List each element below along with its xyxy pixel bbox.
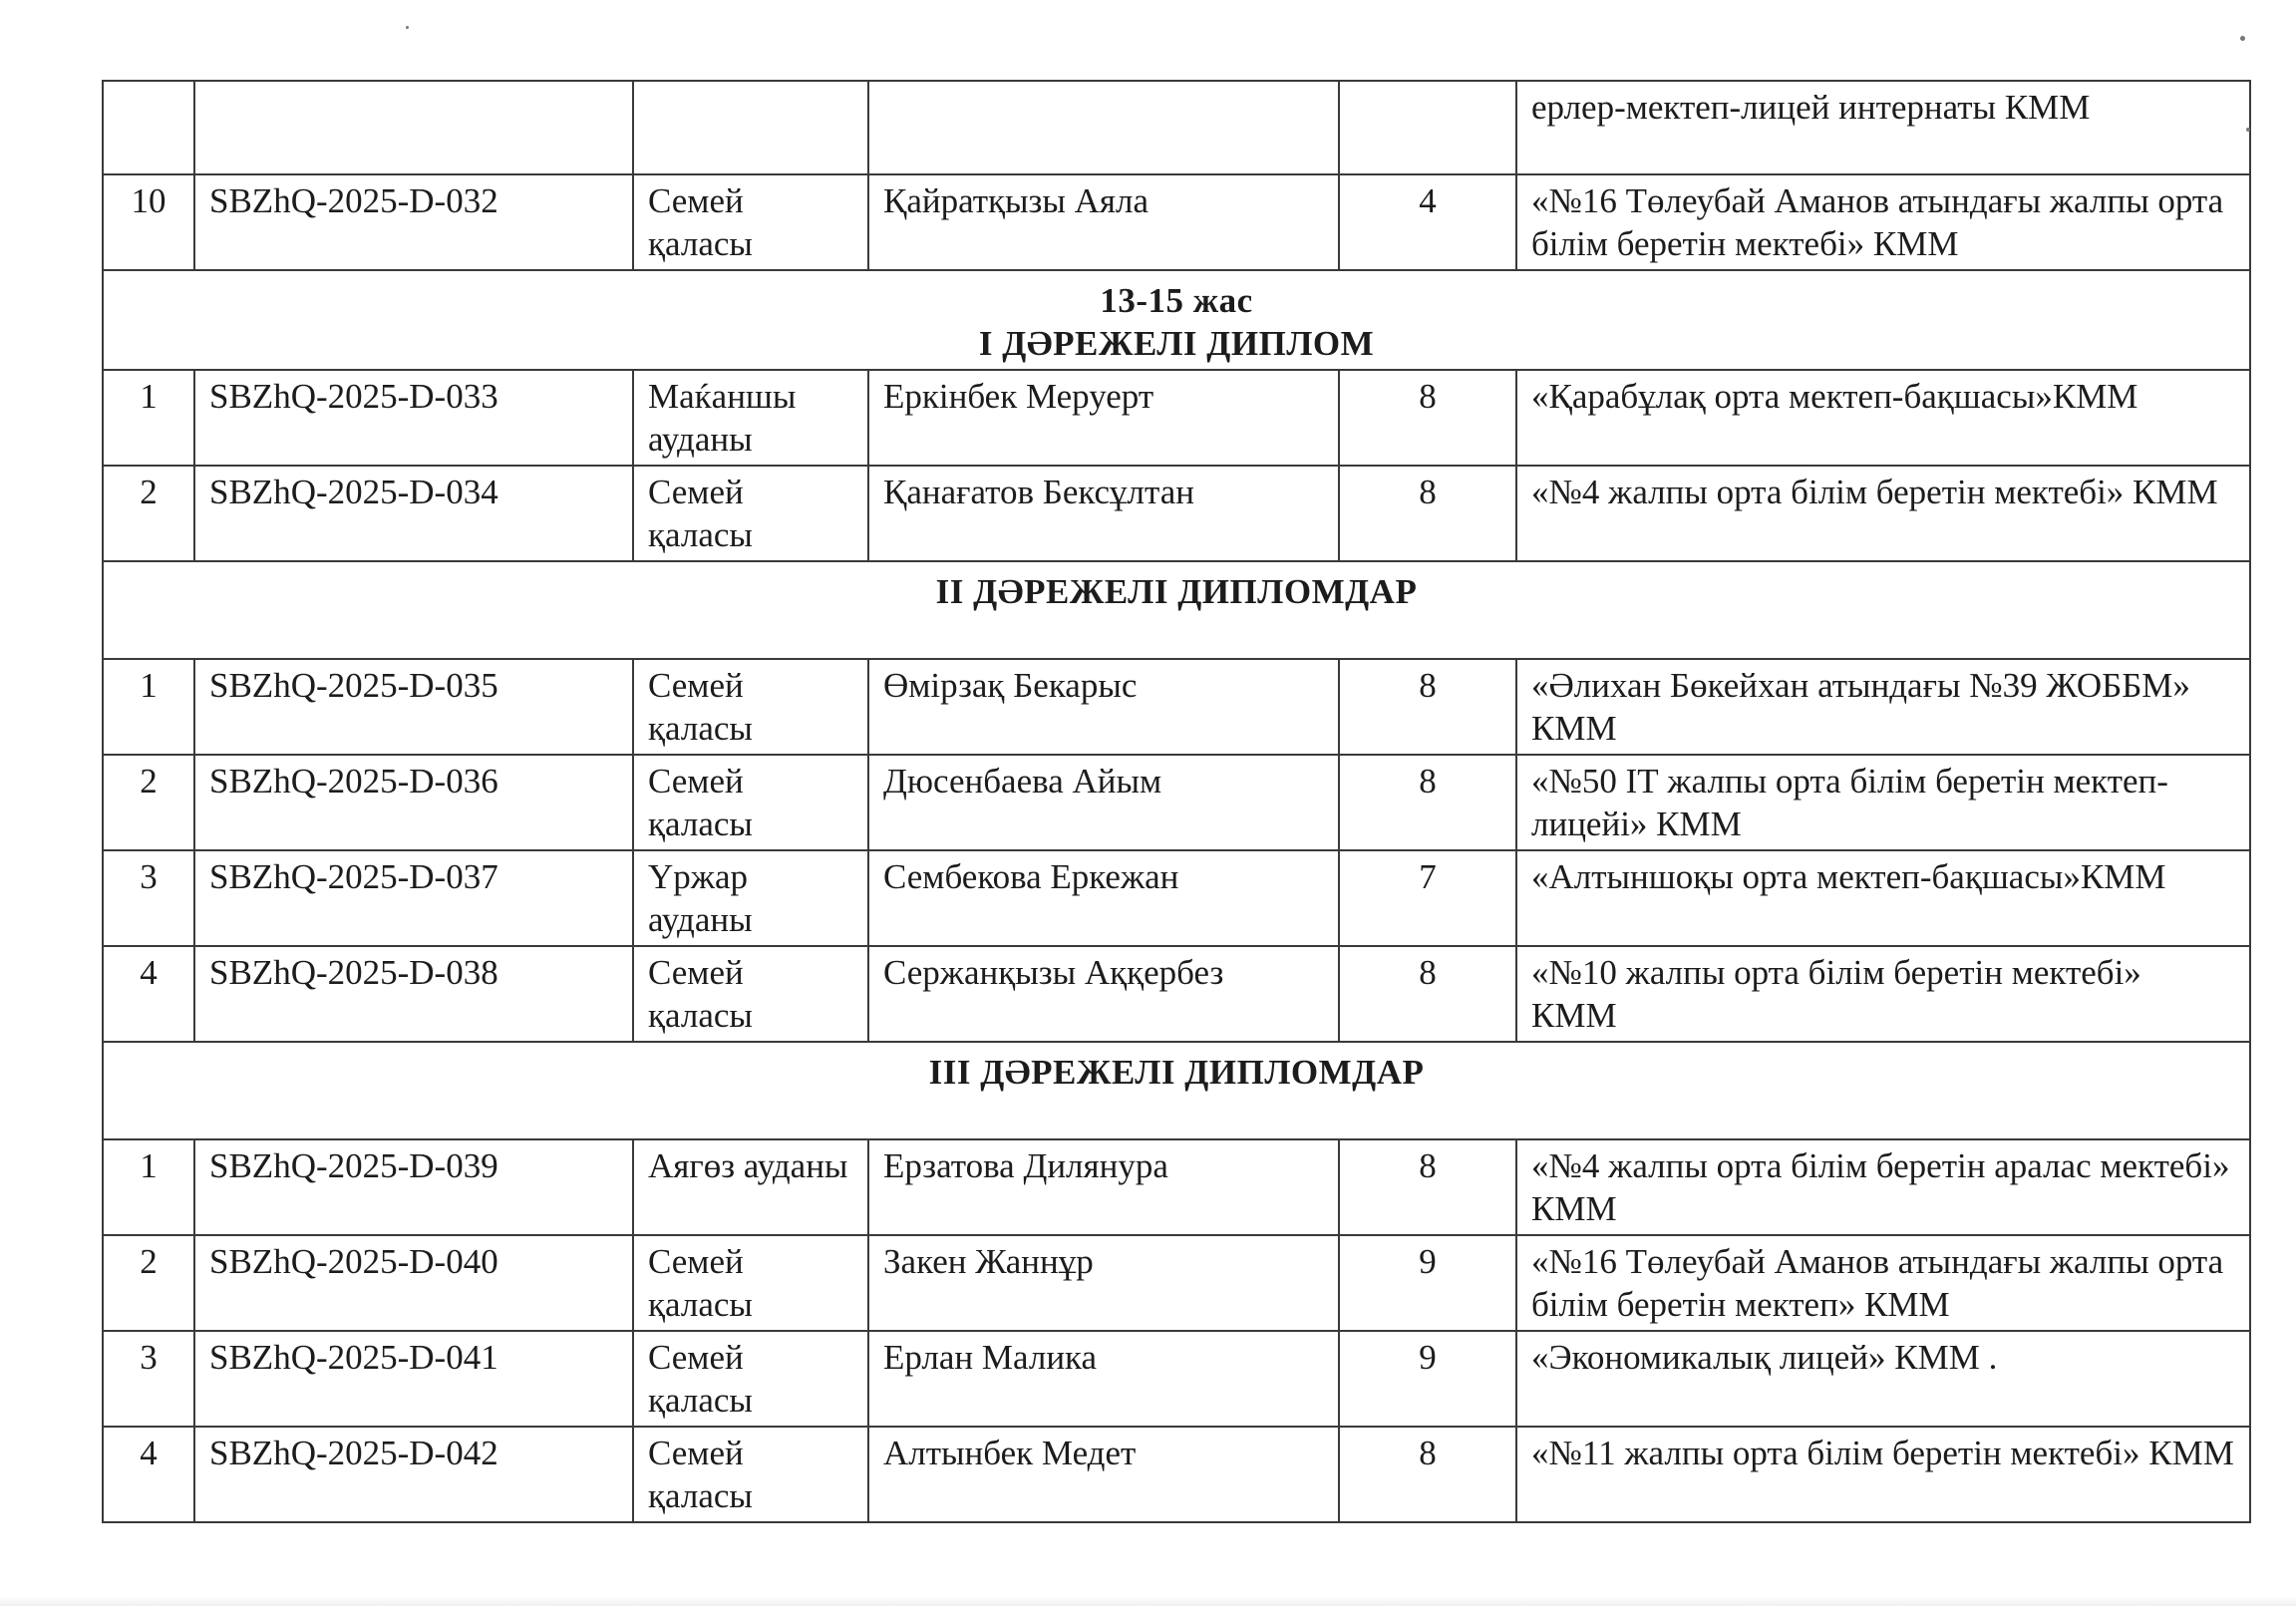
- grade-cell: 9: [1339, 1331, 1516, 1427]
- grade-cell: 8: [1339, 370, 1516, 466]
- row-number: 4: [103, 946, 194, 1042]
- school-name: «Экономикалық лицей» КММ .: [1516, 1331, 2250, 1427]
- table-row: [103, 659, 2250, 755]
- region-cell: Семей қаласы: [633, 946, 868, 1042]
- school-name: «№4 жалпы орта білім беретін аралас мектебі» КММ: [1516, 1139, 2250, 1235]
- participant-code: SBZhQ-2025-D-042: [194, 1427, 633, 1522]
- participant-code: SBZhQ-2025-D-040: [194, 1235, 633, 1331]
- region-cell: Семей қаласы: [633, 1427, 868, 1522]
- participant-code: SBZhQ-2025-D-038: [194, 946, 633, 1042]
- section-heading: [103, 1042, 2250, 1139]
- participant-name: Сержанқызы Аққербез: [868, 946, 1339, 1042]
- grade-cell: 8: [1339, 755, 1516, 850]
- row-number: 2: [103, 1235, 194, 1331]
- region-cell: Семей қаласы: [633, 466, 868, 561]
- school-name: «Алтыншоқы орта мектеп-бақшасы»КММ: [1516, 850, 2250, 946]
- scan-speck: [406, 26, 409, 29]
- row-number: 1: [103, 1139, 194, 1235]
- region-cell: [633, 81, 868, 174]
- row-number: 1: [103, 370, 194, 466]
- region-cell: Семей қаласы: [633, 174, 868, 270]
- region-cell: Семей қаласы: [633, 755, 868, 850]
- table-row: [103, 946, 2250, 1042]
- grade-cell: 7: [1339, 850, 1516, 946]
- section-heading-line: ІІІ ДӘРЕЖЕЛІ ДИПЛОМДАР: [928, 1053, 1425, 1092]
- participant-name: Алтынбек Медет: [868, 1427, 1339, 1522]
- participant-name: Қайратқызы Аяла: [868, 174, 1339, 270]
- school-name: «Әлихан Бөкейхан атындағы №39 ЖОББМ» КММ: [1516, 659, 2250, 755]
- results-table: [102, 80, 2251, 1523]
- region-cell: Үржар ауданы: [633, 850, 868, 946]
- row-number: 1: [103, 659, 194, 755]
- participant-name: Ерзатова Дилянура: [868, 1139, 1339, 1235]
- participant-name: Дюсенбаева Айым: [868, 755, 1339, 850]
- region-cell: Семей қаласы: [633, 1331, 868, 1427]
- grade-cell: 4: [1339, 174, 1516, 270]
- participant-code: SBZhQ-2025-D-033: [194, 370, 633, 466]
- participant-name: Өмірзақ Бекарыс: [868, 659, 1339, 755]
- row-number: [103, 81, 194, 174]
- grade-cell: 9: [1339, 1235, 1516, 1331]
- table-row: [103, 850, 2250, 946]
- table-row: [103, 1427, 2250, 1522]
- section-heading: [103, 561, 2250, 659]
- school-name: ерлер-мектеп-лицей интернаты КММ: [1516, 81, 2250, 174]
- row-number: 10: [103, 174, 194, 270]
- grade-cell: 8: [1339, 1427, 1516, 1522]
- section-heading-row: [103, 270, 2250, 370]
- region-cell: Семей қаласы: [633, 659, 868, 755]
- participant-code: SBZhQ-2025-D-041: [194, 1331, 633, 1427]
- participant-code: SBZhQ-2025-D-034: [194, 466, 633, 561]
- scan-speck: [2246, 128, 2250, 132]
- table-row: [103, 755, 2250, 850]
- section-heading-line: І ДӘРЕЖЕЛІ ДИПЛОМ: [978, 324, 1375, 363]
- participant-code: SBZhQ-2025-D-035: [194, 659, 633, 755]
- section-heading-row: [103, 561, 2250, 659]
- table-row: [103, 1235, 2250, 1331]
- table-row: [103, 1139, 2250, 1235]
- row-number: 2: [103, 466, 194, 561]
- grade-cell: 8: [1339, 659, 1516, 755]
- grade-cell: [1339, 81, 1516, 174]
- table-row: [103, 81, 2250, 174]
- school-name: «Қарабұлақ орта мектеп-бақшасы»КММ: [1516, 370, 2250, 466]
- results-table-body: [103, 81, 2250, 1522]
- region-cell: Семей қаласы: [633, 1235, 868, 1331]
- participant-code: SBZhQ-2025-D-037: [194, 850, 633, 946]
- participant-name: Закен Жаннұр: [868, 1235, 1339, 1331]
- table-row: [103, 466, 2250, 561]
- school-name: «№16 Төлеубай Аманов атындағы жалпы орта білім беретін мектебі» КММ: [1516, 174, 2250, 270]
- section-heading-line: 13-15 жас: [1100, 281, 1253, 320]
- scan-edge: [0, 1596, 2296, 1606]
- participant-code: SBZhQ-2025-D-039: [194, 1139, 633, 1235]
- participant-code: [194, 81, 633, 174]
- section-heading: [103, 270, 2250, 370]
- table-row: [103, 1331, 2250, 1427]
- scan-speck: [2240, 36, 2245, 41]
- grade-cell: 8: [1339, 466, 1516, 561]
- school-name: «№4 жалпы орта білім беретін мектебі» КММ: [1516, 466, 2250, 561]
- school-name: «№11 жалпы орта білім беретін мектебі» КММ: [1516, 1427, 2250, 1522]
- row-number: 4: [103, 1427, 194, 1522]
- participant-name: Еркінбек Меруерт: [868, 370, 1339, 466]
- participant-code: SBZhQ-2025-D-036: [194, 755, 633, 850]
- section-heading-line: ІІ ДӘРЕЖЕЛІ ДИПЛОМДАР: [935, 572, 1418, 611]
- table-row: [103, 370, 2250, 466]
- school-name: «№50 ІТ жалпы орта білім беретін мектеп-лицейі» КММ: [1516, 755, 2250, 850]
- participant-name: Қанағатов Бексұлтан: [868, 466, 1339, 561]
- region-cell: Аягөз ауданы: [633, 1139, 868, 1235]
- participant-code: SBZhQ-2025-D-032: [194, 174, 633, 270]
- participant-name: Сембекова Еркежан: [868, 850, 1339, 946]
- section-heading-row: [103, 1042, 2250, 1139]
- row-number: 3: [103, 850, 194, 946]
- school-name: «№16 Төлеубай Аманов атындағы жалпы орта білім беретін мектеп» КММ: [1516, 1235, 2250, 1331]
- grade-cell: 8: [1339, 946, 1516, 1042]
- row-number: 2: [103, 755, 194, 850]
- row-number: 3: [103, 1331, 194, 1427]
- region-cell: Маќаншы ауданы: [633, 370, 868, 466]
- participant-name: Ерлан Малика: [868, 1331, 1339, 1427]
- participant-name: [868, 81, 1339, 174]
- school-name: «№10 жалпы орта білім беретін мектебі» КММ: [1516, 946, 2250, 1042]
- grade-cell: 8: [1339, 1139, 1516, 1235]
- table-row: [103, 174, 2250, 270]
